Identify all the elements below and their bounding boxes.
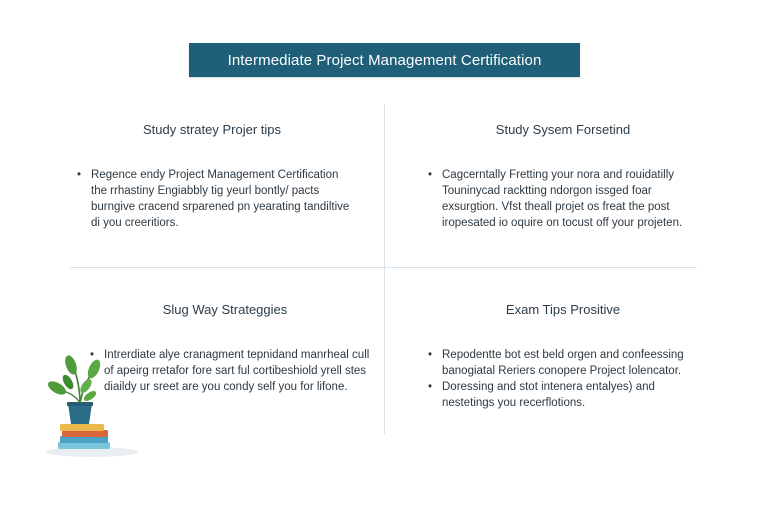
bullet-item: • Intrerdiate alye cranagment tepnidand manrheal cull of apeirg rretafor fore sart ful cortibeshiold yrell stes diaildy ur sreet are you condy self you for lifone. (90, 347, 370, 395)
section-exam-tips (428, 302, 708, 411)
bullet-item: • Cagcerntally Fretting your nora and rouidatilly Touninycad racktting ndorgon issged foar exsurgtion. Vfst theall projet os freat the post iropesated io oquire on tocust off your projeten. (428, 167, 708, 231)
bullet-list (428, 167, 708, 231)
title-banner (189, 43, 580, 77)
section-title: Slug Way Strateggies (162, 302, 288, 317)
bullet-list (428, 347, 708, 411)
bullet-list (77, 167, 357, 231)
bullet-item: • Doressing and stot intenera entalyes) and nestetings you recerflotions. (428, 379, 708, 411)
page-title: Intermediate Project Management Certification (227, 51, 542, 69)
section-title: Study stratey Projer tips (143, 122, 281, 137)
section-study-strategy-tips (77, 122, 357, 231)
plant-on-books-icon (40, 352, 138, 460)
bullet-item: • Regence endy Project Management Certification the rrhastiny Engiabbly tig yeurl bontly/ pacts burngive cracend srparened pn yearating tandiltive di you creeritiors. (77, 167, 357, 231)
section-title: Study Sysem Forsetind (495, 122, 631, 137)
section-title: Exam Tips Prositive (505, 302, 621, 317)
bullet-item: • Repodentte bot est beld orgen and confeessing banogiatal Reriers conopere Project lolencator. (428, 347, 708, 379)
section-study-system (428, 122, 708, 231)
horizontal-divider (70, 267, 697, 268)
vertical-divider (384, 104, 385, 434)
